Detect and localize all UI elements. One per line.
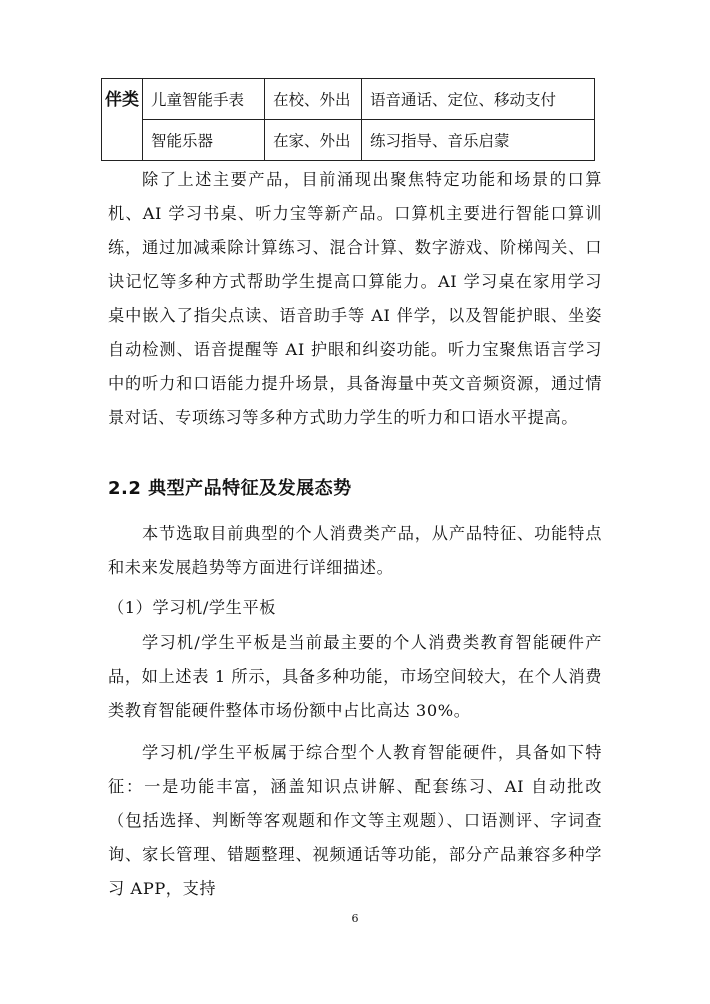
page-number: 6 [351, 912, 359, 925]
section-heading: 2.2 典型产品特征及发展态势 [108, 478, 352, 499]
paragraph-learning-machine-features: 学习机/学生平板属于综合型个人教育智能硬件，具备如下特征：一是功能丰富，涵盖知识点讲解、配套练习、AI 自动批改（包括选择、判断等客观题和作文等主观题）、口语测评、字词查询、家长管理、错题整理、视频通话等功能，部分产品兼容多种学习 APP，支持 [108, 743, 602, 898]
table-row [102, 120, 595, 161]
paragraph-new-products: 除了上述主要产品，目前涌现出聚焦特定功能和场景的口算机、AI 学习书桌、听力宝等新产品。口算机主要进行智能口算训练，通过加减乘除计算练习、混合计算、数字游戏、阶梯闯关、口诀记忆等多种方式帮助学生提高口算能力。AI 学习桌在家用学习桌中嵌入了指尖点读、语音助手等 AI 伴学，以及智能护眼、坐姿自动检测、语音提醒等 AI 护眼和纠姿功能。听力宝聚焦语言学习中的听力和口语能力提升场景，具备海量中英文音频资源，通过情景对话、专项练习等多种方式助力学生的听力和口语水平提高。 [108, 170, 602, 427]
table-cell-scene: 在校、外出 [265, 79, 362, 120]
table-cell-product: 智能乐器 [143, 120, 265, 161]
product-table [101, 78, 595, 161]
subheading-learning-machine: （1）学习机/学生平板 [108, 598, 277, 617]
table-cell-function: 练习指导、音乐启蒙 [362, 120, 595, 161]
table-category-cell: 伴类 [102, 79, 143, 161]
table-cell-function: 语音通话、定位、移动支付 [362, 79, 595, 120]
paragraph-learning-machine-overview: 学习机/学生平板是当前最主要的个人消费类教育智能硬件产品，如上述表 1 所示，具备多种功能，市场空间较大，在个人消费类教育智能硬件整体市场份额中占比高达 30%。 [108, 633, 602, 720]
table-row [102, 79, 595, 120]
table-cell-product: 儿童智能手表 [143, 79, 265, 120]
paragraph-section-intro: 本节选取目前典型的个人消费类产品，从产品特征、功能特点和未来发展趋势等方面进行详细描述。 [108, 524, 602, 577]
table-cell-scene: 在家、外出 [265, 120, 362, 161]
